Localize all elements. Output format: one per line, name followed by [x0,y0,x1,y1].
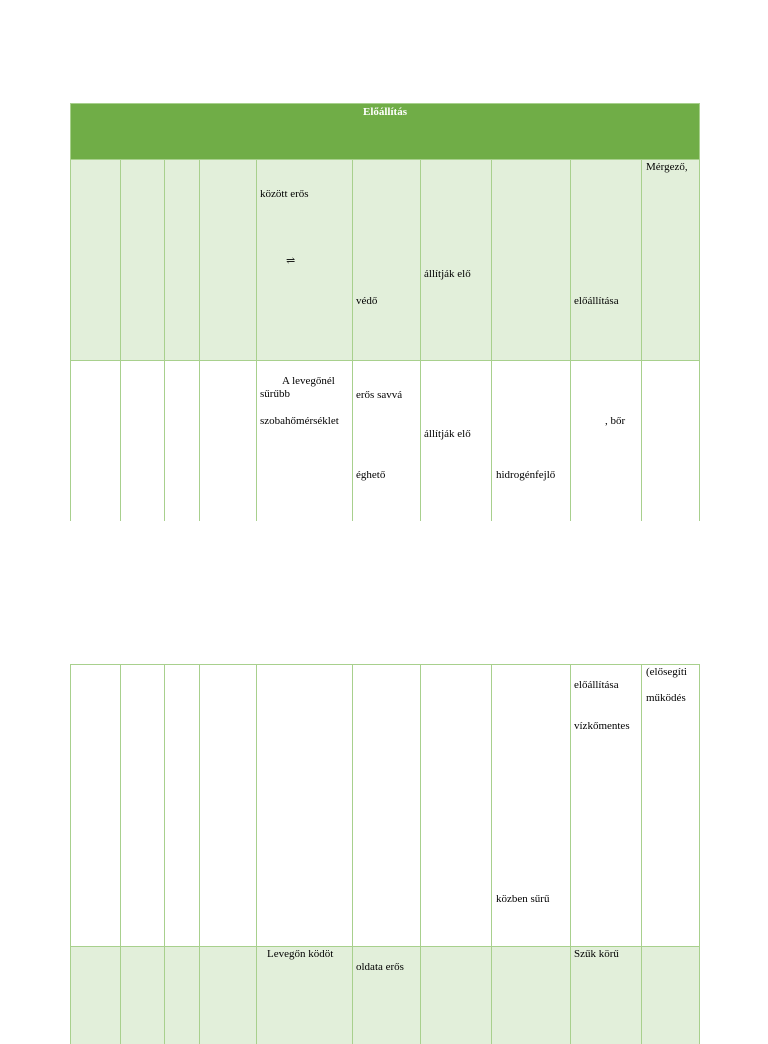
column-divider [491,361,492,521]
column-divider [164,160,165,360]
column-divider [256,665,257,946]
column-divider [120,947,121,1044]
column-divider [641,665,642,946]
column-divider [570,160,571,360]
column-divider [199,665,200,946]
cell-text: Levegőn ködöt [267,948,334,960]
column-divider [641,361,642,521]
column-divider [641,947,642,1044]
cell-text: közben sűrű [496,893,550,905]
column-divider [570,665,571,946]
table-row [71,946,699,1044]
cell-text: előállítása [574,679,619,691]
cell-text: Szűk körű [574,948,619,960]
cell-text: vízkőmentes [574,720,630,732]
column-divider [491,160,492,360]
column-divider [420,947,421,1044]
table-header-row [71,104,699,159]
column-divider [256,160,257,360]
table-row [71,665,699,946]
cell-text: , bőr [605,415,626,427]
column-divider [120,160,121,360]
column-divider [420,361,421,521]
cell-text: erős savvá [356,389,403,401]
column-divider [352,361,353,521]
column-divider [120,665,121,946]
column-divider [570,361,571,521]
table-bottom [70,664,700,1044]
table-top [70,103,700,521]
cell-text: szobahőmérséklet [260,415,339,427]
equilibrium-symbol: ⇌ [286,255,296,267]
column-divider [420,665,421,946]
column-divider [164,361,165,521]
column-divider [199,160,200,360]
table-header-title: Előállítás [362,106,407,118]
column-divider [641,160,642,360]
column-divider [352,160,353,360]
column-divider [199,361,200,521]
column-divider [491,665,492,946]
table-row [71,360,699,521]
cell-text: sűrűbb [260,388,290,400]
column-divider [164,947,165,1044]
cell-text: előállítása [574,295,619,307]
cell-text: hidrogénfejlő [496,469,556,481]
column-divider [420,160,421,360]
cell-text: állítják elő [424,428,471,440]
cell-text: Mérgező, [646,161,688,173]
column-divider [120,361,121,521]
cell-text: között erős [260,188,309,200]
column-divider [352,947,353,1044]
cell-text: védő [356,295,378,307]
cell-text: éghető [356,469,386,481]
table-row [71,159,699,360]
column-divider [491,947,492,1044]
column-divider [570,947,571,1044]
column-divider [199,947,200,1044]
cell-text: működés [646,692,686,704]
column-divider [352,665,353,946]
cell-text: állítják elő [424,268,471,280]
cell-text: oldata erős [356,961,404,973]
column-divider [164,665,165,946]
cell-text: A levegőnél [282,375,335,387]
cell-text: (elősegíti [646,666,687,678]
column-divider [256,947,257,1044]
column-divider [256,361,257,521]
